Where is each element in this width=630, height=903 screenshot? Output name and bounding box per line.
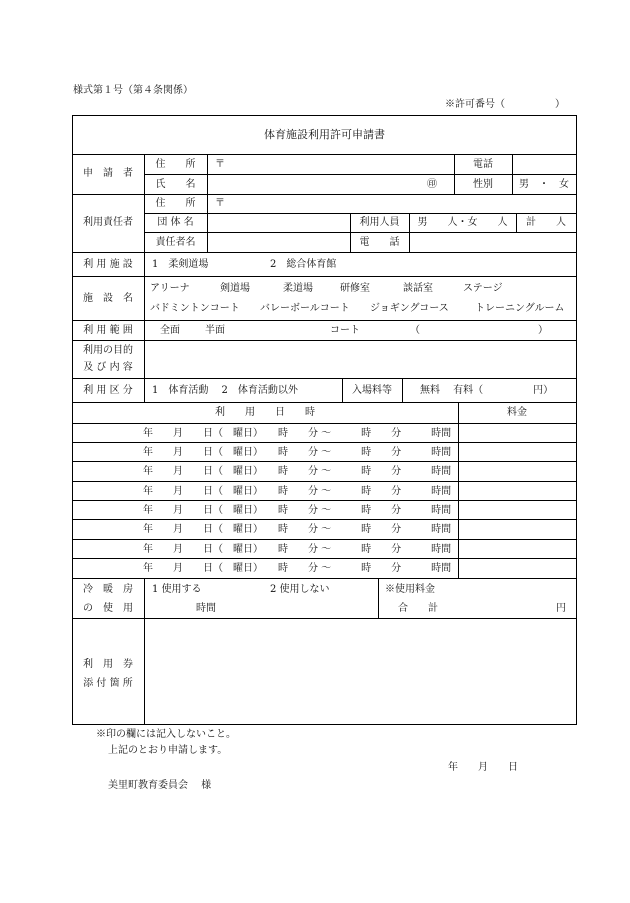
responsible-address-label: 住 所 bbox=[155, 198, 196, 209]
ac-hours-label: 時間 bbox=[196, 603, 216, 614]
responsible-address-field[interactable] bbox=[208, 195, 576, 213]
schedule-row[interactable]: 年 月 日（ 曜日） 時 分 ～ 時 分 時間 bbox=[143, 447, 452, 458]
footer-date: 年 月 日 bbox=[448, 762, 518, 773]
schedule-row[interactable]: 年 月 日（ 曜日） 時 分 ～ 時 分 時間 bbox=[143, 544, 452, 555]
room-option[interactable]: 剣道場 bbox=[220, 283, 250, 294]
facility-option-judo-kendo[interactable]: 1 柔剣道場 bbox=[152, 259, 209, 270]
schedule-row[interactable]: 年 月 日（ 曜日） 時 分 ～ 時 分 時間 bbox=[143, 428, 452, 439]
applicant-postal-mark: 〒 bbox=[215, 159, 225, 170]
schedule-row[interactable]: 年 月 日（ 曜日） 時 分 ～ 時 分 時間 bbox=[143, 505, 452, 516]
ac-label-line1: 冷 暖 房 bbox=[83, 584, 133, 595]
category-label: 利 用 区 分 bbox=[83, 385, 133, 396]
group-name-label: 団 体 名 bbox=[157, 217, 194, 228]
scope-half[interactable]: 半面 bbox=[205, 325, 225, 336]
footer-recipient: 美里町教育委員会 様 bbox=[108, 780, 212, 791]
purpose-label-line2: 及 び 内 容 bbox=[83, 362, 133, 373]
room-option[interactable]: 柔道場 bbox=[283, 283, 313, 294]
form-title: 体育施設利用許可申請書 bbox=[264, 128, 385, 141]
facility-option-gymnasium[interactable]: 2 総合体育館 bbox=[270, 259, 337, 270]
group-name-field[interactable] bbox=[208, 214, 350, 232]
purpose-label-line1: 利用の目的 bbox=[83, 345, 133, 356]
room-option[interactable]: バドミントンコート bbox=[150, 303, 240, 314]
purpose-field[interactable] bbox=[145, 341, 576, 378]
ticket-attachment-area[interactable] bbox=[145, 619, 576, 724]
category-options[interactable]: 1 体育活動 2 体育活動以外 bbox=[152, 385, 298, 396]
person-in-charge-field[interactable] bbox=[208, 233, 350, 252]
applicant-gender-options[interactable]: 男 ・ 女 bbox=[519, 179, 569, 190]
responsible-postal-mark: 〒 bbox=[215, 198, 225, 209]
room-option[interactable]: バレーボールコート bbox=[260, 303, 350, 314]
scope-paren-open: （ bbox=[410, 325, 420, 336]
room-option[interactable]: トレーニングルーム bbox=[475, 303, 565, 314]
schedule-header: 利 用 日 時 bbox=[215, 407, 315, 418]
applicant-address-label: 住 所 bbox=[155, 159, 196, 170]
footer-declaration: 上記のとおり申請します。 bbox=[108, 745, 228, 756]
applicant-label: 申 請 者 bbox=[83, 168, 133, 179]
permit-number: ※許可番号（ ） bbox=[445, 99, 565, 110]
room-option[interactable]: 談話室 bbox=[403, 283, 433, 294]
total-fee-label-line1: ※使用料金 bbox=[385, 584, 435, 595]
ac-use-option[interactable]: 1 使用する bbox=[152, 584, 202, 595]
ticket-label-line2: 添 付 箇 所 bbox=[83, 678, 133, 689]
ac-not-use-option[interactable]: 2 使用しない bbox=[270, 584, 330, 595]
responsible-label: 利用責任者 bbox=[83, 217, 133, 228]
admission-label: 入場料等 bbox=[352, 385, 392, 396]
applicant-gender-label: 性別 bbox=[473, 179, 493, 190]
schedule-row[interactable]: 年 月 日（ 曜日） 時 分 ～ 時 分 時間 bbox=[143, 486, 452, 497]
ticket-label-line1: 利 用 券 bbox=[83, 659, 133, 670]
total-fee-label-line2: 合 計 bbox=[398, 603, 438, 614]
applicant-phone-label: 電話 bbox=[473, 159, 493, 170]
form-number: 様式第１号（第４条関係） bbox=[73, 85, 193, 96]
total-fee-yen: 円 bbox=[556, 603, 566, 614]
room-option[interactable]: アリーナ bbox=[150, 283, 190, 294]
ac-label-line2: の 使 用 bbox=[83, 603, 133, 614]
users-total[interactable]: 計 人 bbox=[526, 217, 566, 228]
scope-paren-close: ） bbox=[538, 325, 548, 336]
facility-label: 利 用 施 設 bbox=[83, 259, 133, 270]
seal-mark: ㊞ bbox=[427, 179, 437, 190]
responsible-phone-field[interactable] bbox=[410, 233, 576, 252]
applicant-phone-field[interactable] bbox=[513, 155, 576, 174]
admission-options[interactable]: 無料 有料（ 円） bbox=[420, 385, 554, 396]
scope-full[interactable]: 全面 bbox=[160, 325, 180, 336]
applicant-name-label: 氏 名 bbox=[155, 179, 196, 190]
fee-header: 料金 bbox=[507, 407, 527, 418]
scope-court: コート bbox=[330, 325, 360, 336]
schedule-row[interactable]: 年 月 日（ 曜日） 時 分 ～ 時 分 時間 bbox=[143, 466, 452, 477]
applicant-name-field[interactable] bbox=[208, 175, 454, 194]
applicant-address-field[interactable] bbox=[208, 155, 454, 174]
room-option[interactable]: ジョギングコース bbox=[370, 303, 449, 314]
room-option[interactable]: ステージ bbox=[463, 283, 503, 294]
schedule-row[interactable]: 年 月 日（ 曜日） 時 分 ～ 時 分 時間 bbox=[143, 563, 452, 574]
scope-label: 利 用 範 囲 bbox=[83, 325, 133, 336]
users-breakdown[interactable]: 男 人・女 人 bbox=[417, 217, 508, 228]
room-option[interactable]: 研修室 bbox=[340, 283, 370, 294]
schedule-row[interactable]: 年 月 日（ 曜日） 時 分 ～ 時 分 時間 bbox=[143, 524, 452, 535]
person-in-charge-label: 責任者名 bbox=[155, 237, 196, 248]
footer-note: ※印の欄には記入しないこと。 bbox=[96, 729, 236, 740]
facility-name-label: 施 設 名 bbox=[83, 293, 133, 304]
responsible-phone-label: 電 話 bbox=[359, 237, 400, 248]
users-count-label: 利用人員 bbox=[359, 217, 400, 228]
